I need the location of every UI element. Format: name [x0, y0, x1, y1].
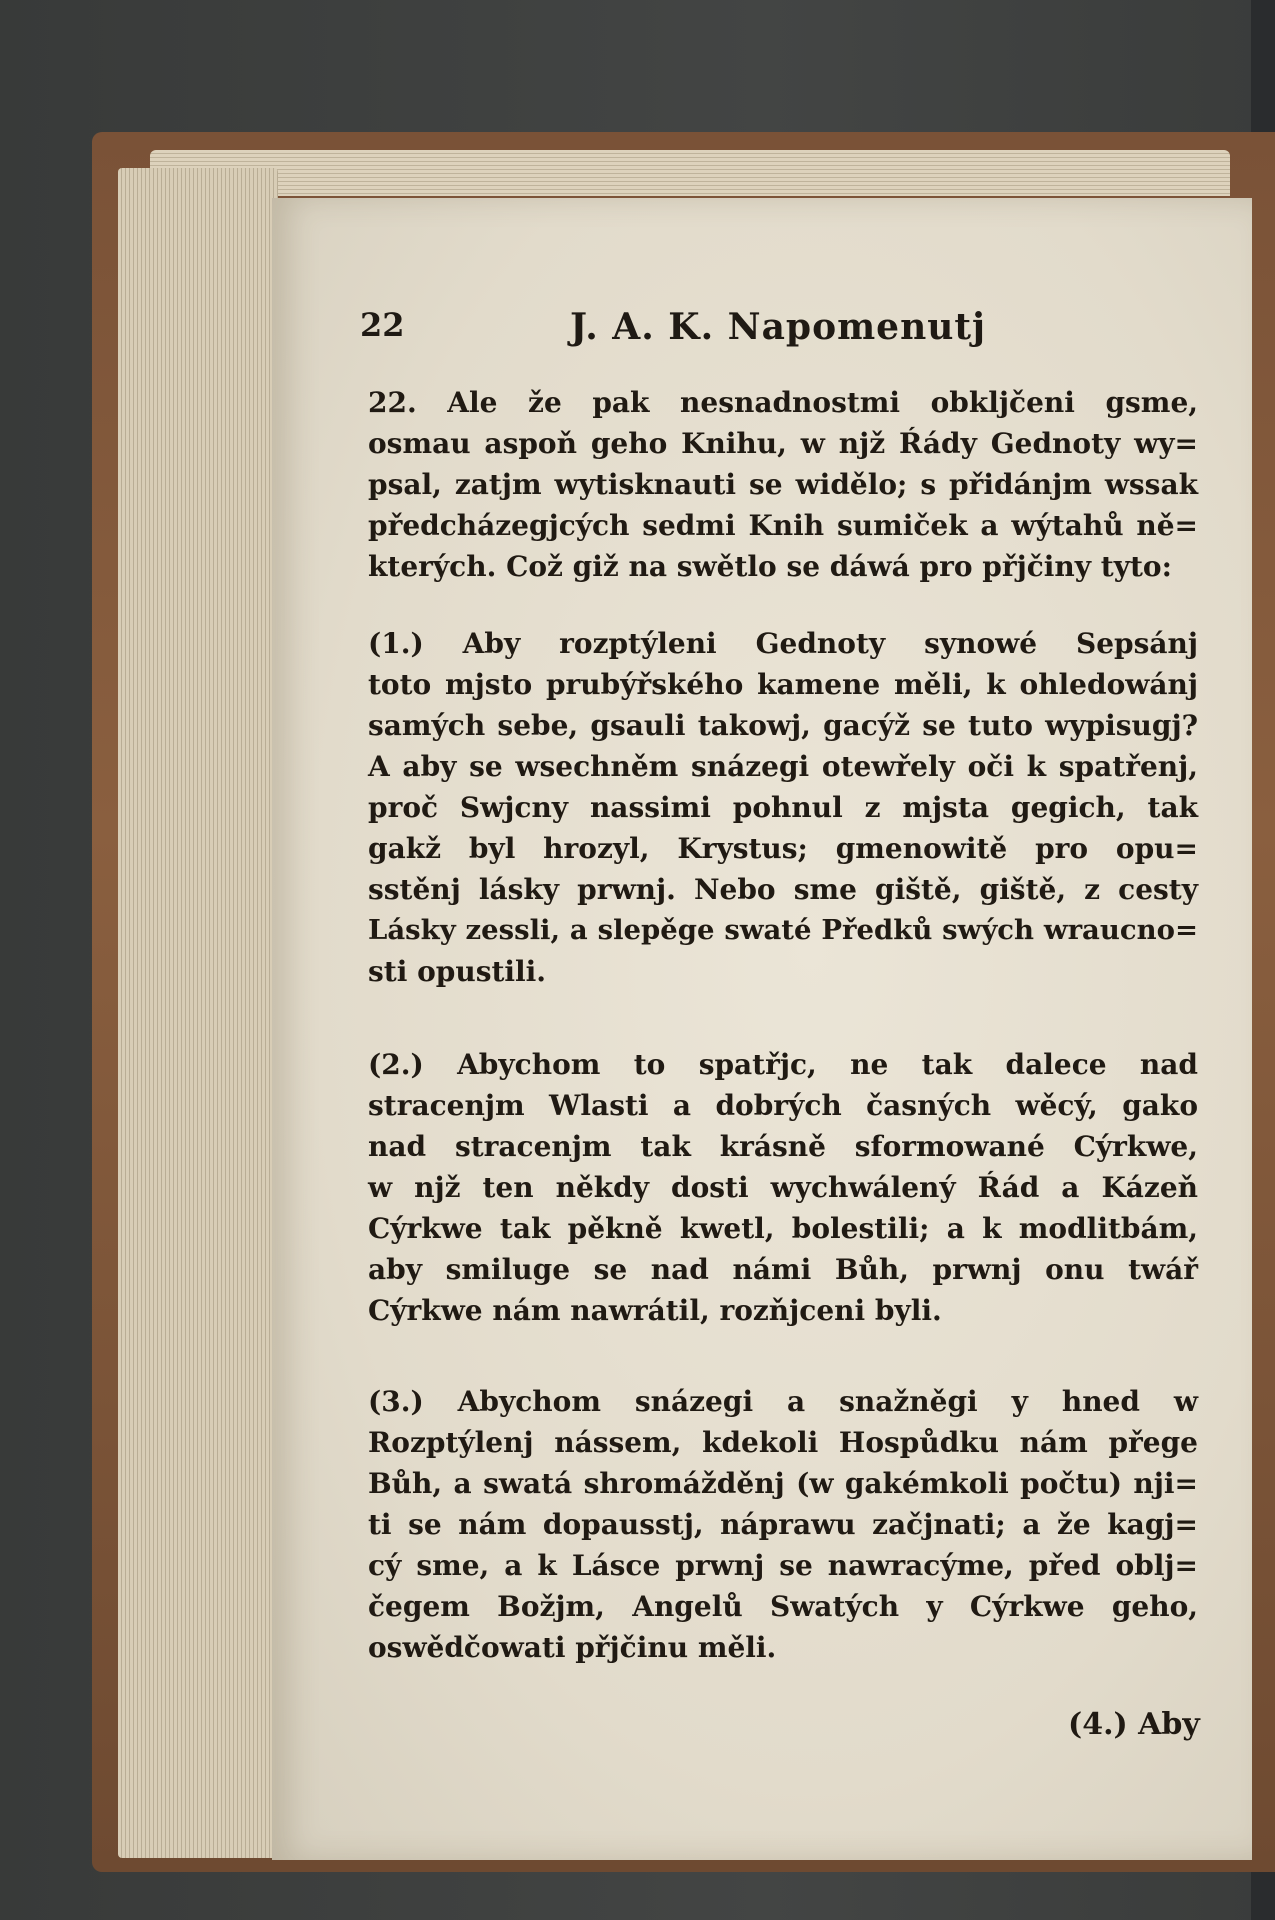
text-line: Rozptýlenj nássem, kdekoli Hospůdku nám přege [368, 1426, 1198, 1459]
text-line: cý sme, a k Lásce prwnj se nawracýme, před oblj= [368, 1549, 1198, 1582]
page-header [360, 306, 1000, 356]
text-line: oswědčowati přjčinu měli. [368, 1631, 777, 1664]
paragraph-3 [368, 1044, 1198, 1331]
page-edges-side [118, 168, 278, 1858]
text-line: (2.) Abychom to spatřjc, ne tak dalece nad [368, 1048, 1198, 1081]
text-line: čegem Božjm, Angelů Swatých y Cýrkwe geho, [368, 1590, 1198, 1623]
text-line: gakž byl hrozyl, Krystus; gmenowitě pro opu= [368, 832, 1198, 865]
text-line: ti se nám dopausstj, náprawu začjnati; a že kagj= [368, 1508, 1198, 1541]
text-line: sstěnj lásky prwnj. Nebo sme giště, giště, z cesty [368, 873, 1198, 906]
text-line: proč Swjcny nassimi pohnul z mjsta gegich, tak [368, 791, 1198, 824]
running-title: J. A. K. Napomenutj [570, 306, 987, 348]
text-line: aby smiluge se nad námi Bůh, prwnj onu twář [368, 1253, 1198, 1286]
text-line: nad stracenjm tak krásně sformowané Cýrkwe, [368, 1130, 1198, 1163]
text-line: Lásky zessli, a slepěge swaté Předků swých wraucno= [368, 914, 1198, 946]
text-line: kterých. Což giž na swětlo se dáwá pro přjčiny tyto: [368, 550, 1172, 583]
text-line: předcházegjcých sedmi Knih sumiček a wýtahů ně= [368, 509, 1198, 542]
text-line: sti opustili. [368, 955, 547, 988]
page-edges-top [150, 150, 1230, 196]
text-line: osmau aspoň geho Knihu, w njž Ŕády Gednoty wy= [368, 427, 1198, 460]
text-line: A aby se wsechněm snázegi otewřely oči k spatřenj, [368, 750, 1198, 783]
paragraph-2 [368, 623, 1198, 992]
text-line: Bůh, a swatá shromážděnj (w gakémkoli počtu) nji= [368, 1467, 1198, 1500]
paragraph-1 [368, 382, 1198, 587]
page-number: 22 [360, 306, 405, 344]
text-line: Cýrkwe nám nawrátil, rozňjceni byli. [368, 1294, 942, 1327]
text-line: stracenjm Wlasti a dobrých časných wěcý, gako [368, 1089, 1198, 1122]
catchword: (4.) Aby [1068, 1707, 1200, 1742]
paragraph-4 [368, 1381, 1198, 1668]
text-line: toto mjsto prubýřského kamene měli, k ohledowánj [368, 668, 1198, 701]
text-line: w njž ten někdy dosti wychwálený Ŕád a Kázeň [368, 1171, 1198, 1204]
text-line: (3.) Abychom snázegi a snažněgi y hned w [368, 1385, 1198, 1418]
text-line: samých sebe, gsauli takowj, gacýž se tuto wypisugj? [368, 709, 1198, 742]
page-text [368, 382, 1198, 1668]
text-line: 22. Ale že pak nesnadnostmi obkljčeni gsme, [368, 386, 1198, 419]
text-line: Cýrkwe tak pěkně kwetl, bolestili; a k modlitbám, [368, 1212, 1198, 1245]
text-line: (1.) Aby rozptýleni Gednoty synowé Sepsánj [368, 627, 1198, 660]
text-line: psal, zatjm wytisknauti se widělo; s přidánjm wssak [368, 468, 1198, 501]
